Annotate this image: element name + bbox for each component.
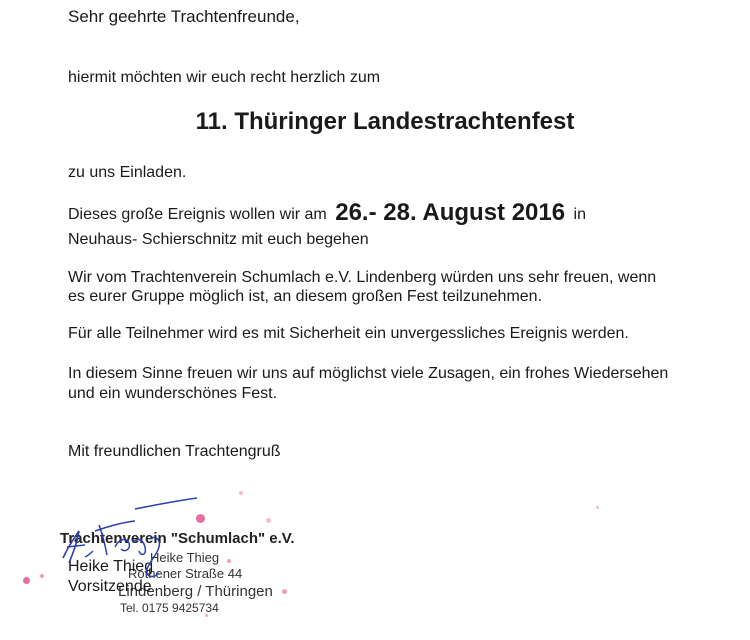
paragraph-participants: Für alle Teilnehmer wird es mit Sicherheit ein unvergessliches Ereignis werden. [68, 325, 629, 342]
ink-spot [23, 577, 30, 584]
invite-text: zu uns Einladen. [68, 164, 187, 181]
stamp-phone: Tel. 0175 9425734 [120, 601, 219, 615]
salutation: Sehr geehrte Trachtenfreunde, [68, 7, 300, 26]
stamp-contact-name: Heike Thieg [150, 550, 220, 565]
ink-spot [239, 491, 243, 495]
ink-spot [266, 518, 271, 523]
ink-spot [227, 559, 231, 563]
ink-spot [282, 589, 287, 594]
date-sentence-post: in [573, 206, 586, 223]
stamp-city: Lindenberg / Thüringen [118, 583, 273, 600]
ink-spot [40, 574, 44, 578]
paragraph-hope-line-1: In diesem Sinne freuen wir uns auf möglichst viele Zusagen, ein frohes Wiedersehen [68, 365, 669, 382]
closing-text: Mit freundlichen Trachtengruß [68, 443, 281, 460]
date-sentence [68, 199, 586, 226]
location-sentence: Neuhaus- Schierschnitz mit euch begehen [68, 231, 369, 248]
paragraph-joy-line-1: Wir vom Trachtenverein Schumlach e.V. Lindenberg würden uns sehr freuen, wenn [68, 269, 657, 286]
signer-name: Heike Thieg [68, 558, 154, 575]
paragraph-joy-line-2: es eurer Gruppe möglich ist, an diesem großen Fest teilzunehmen. [68, 288, 543, 305]
stamp-street: Rothener Straße 44 [128, 566, 243, 581]
ink-spot [596, 506, 599, 509]
date-sentence-pre: Dieses große Ereignis wollen wir am [68, 206, 327, 223]
intro-text: hiermit möchten wir euch recht herzlich zum [68, 69, 381, 86]
event-date: 26.- 28. August 2016 [335, 199, 566, 226]
ink-spot [205, 614, 208, 617]
handwritten-signature [55, 495, 205, 585]
paragraph-hope-line-2: und ein wunderschönes Fest. [68, 385, 278, 402]
event-title: 11. Thüringer Landestrachtenfest [195, 108, 575, 135]
ink-spot [196, 514, 205, 523]
signer-role: Vorsitzende [68, 578, 152, 595]
stamp-org-name: Trachtenverein "Schumlach" e.V. [60, 530, 295, 547]
